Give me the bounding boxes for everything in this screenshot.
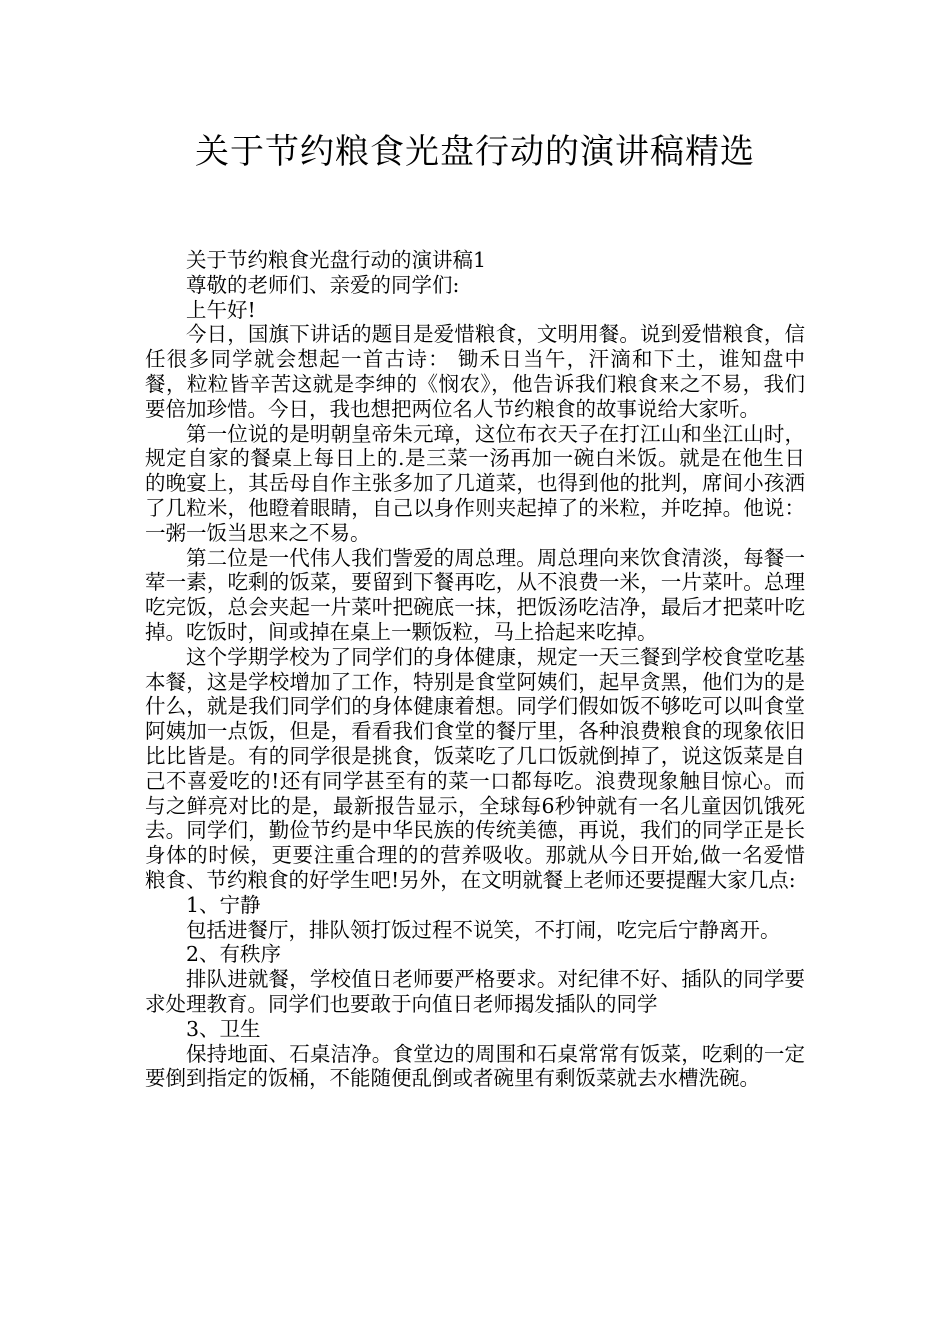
paragraph: 第一位说的是明朝皇帝朱元璋，这位布衣天子在打江山和坐江山时，规定自家的餐桌上每日上的.是三菜一汤再加一碗白米饭。就是在他生日的晚宴上，其岳母自作主张多加了几道菜，也得到他的批判，席间小孩洒了几粒米，他瞪着眼睛，自己以身作则夹起掉了的米粒，并吃掉。他说：一粥一饭当思来之不易。	[145, 421, 805, 545]
paragraph: 第二位是一代伟人我们訾爱的周总理。周总理向来饮食清淡，每餐一荤一素，吃剩的饭菜，要留到下餐再吃，从不浪费一米，一片菜叶。总理吃完饭，总会夹起一片菜叶把碗底一抹，把饭汤吃洁净，最后才把菜叶吃掉。吃饭时，间或掉在桌上一颗饭粒，马上拾起来吃掉。	[145, 545, 805, 644]
greeting: 上午好!	[186, 297, 256, 322]
list-item-heading: 3、卫生	[186, 1016, 261, 1041]
list-item-heading: 1、宁静	[186, 892, 261, 917]
salutation: 尊敬的老师们、亲爱的同学们:	[186, 272, 460, 297]
paragraph: 包括进餐厅，排队领打饭过程不说笑，不打闹，吃完后宁静离开。	[186, 917, 781, 942]
paragraph: 保持地面、石桌洁净。食堂边的周围和石桌常常有饭菜，吃剩的一定要倒到指定的饭桶，不能随便乱倒或者碗里有剩饭菜就去水槽洗碗。	[145, 1041, 805, 1091]
paragraph: 这个学期学校为了同学们的身体健康，规定一天三餐到学校食堂吃基本餐，这是学校增加了工作，特别是食堂阿姨们，起早贪黑，他们为的是什么，就是我们同学们的身体健康着想。同学们假如饭不够吃可以叫食堂阿姨加一点饭，但是，看看我们食堂的餐厅里，各种浪费粮食的现象依旧比比皆是。有的同学很是挑食，饭菜吃了几口饭就倒掉了，说这饭菜是自己不喜爱吃的!还有同学甚至有的菜一口都每吃。浪费现象触目惊心。而与之鲜亮对比的是，最新报告显示，全球每6秒钟就有一名儿童因饥饿死去。同学们，勤俭节约是中华民族的传统美德，再说，我们的同学正是长身体的时候，更要注重合理的的营养吸收。那就从今日开始,做一名爱惜粮食、节约粮食的好学生吧!另外，在文明就餐上老师还要提醒大家几点:	[145, 644, 805, 892]
list-item-heading: 2、有秩序	[186, 942, 282, 967]
paragraph: 排队进就餐，学校值日老师要严格要求。对纪律不好、插队的同学要求处理教育。同学们也要敢于向值日老师揭发插队的同学	[145, 967, 805, 1016]
page-title: 关于节约粮食光盘行动的演讲稿精选	[195, 132, 755, 172]
speech-heading: 关于节约粮食光盘行动的演讲稿1	[186, 248, 487, 272]
document-body	[145, 248, 805, 1091]
paragraph: 今日，国旗下讲话的题目是爱惜粮食，文明用餐。说到爱惜粮食，信任很多同学就会想起一首古诗： 锄禾日当午，汗滴和下土，谁知盘中餐，粒粒皆辛苦这就是李绅的《悯农》，他告诉我们粮食来之不易，我们要倍加珍惜。今日，我也想把两位名人节约粮食的故事说给大家听。	[145, 322, 805, 421]
